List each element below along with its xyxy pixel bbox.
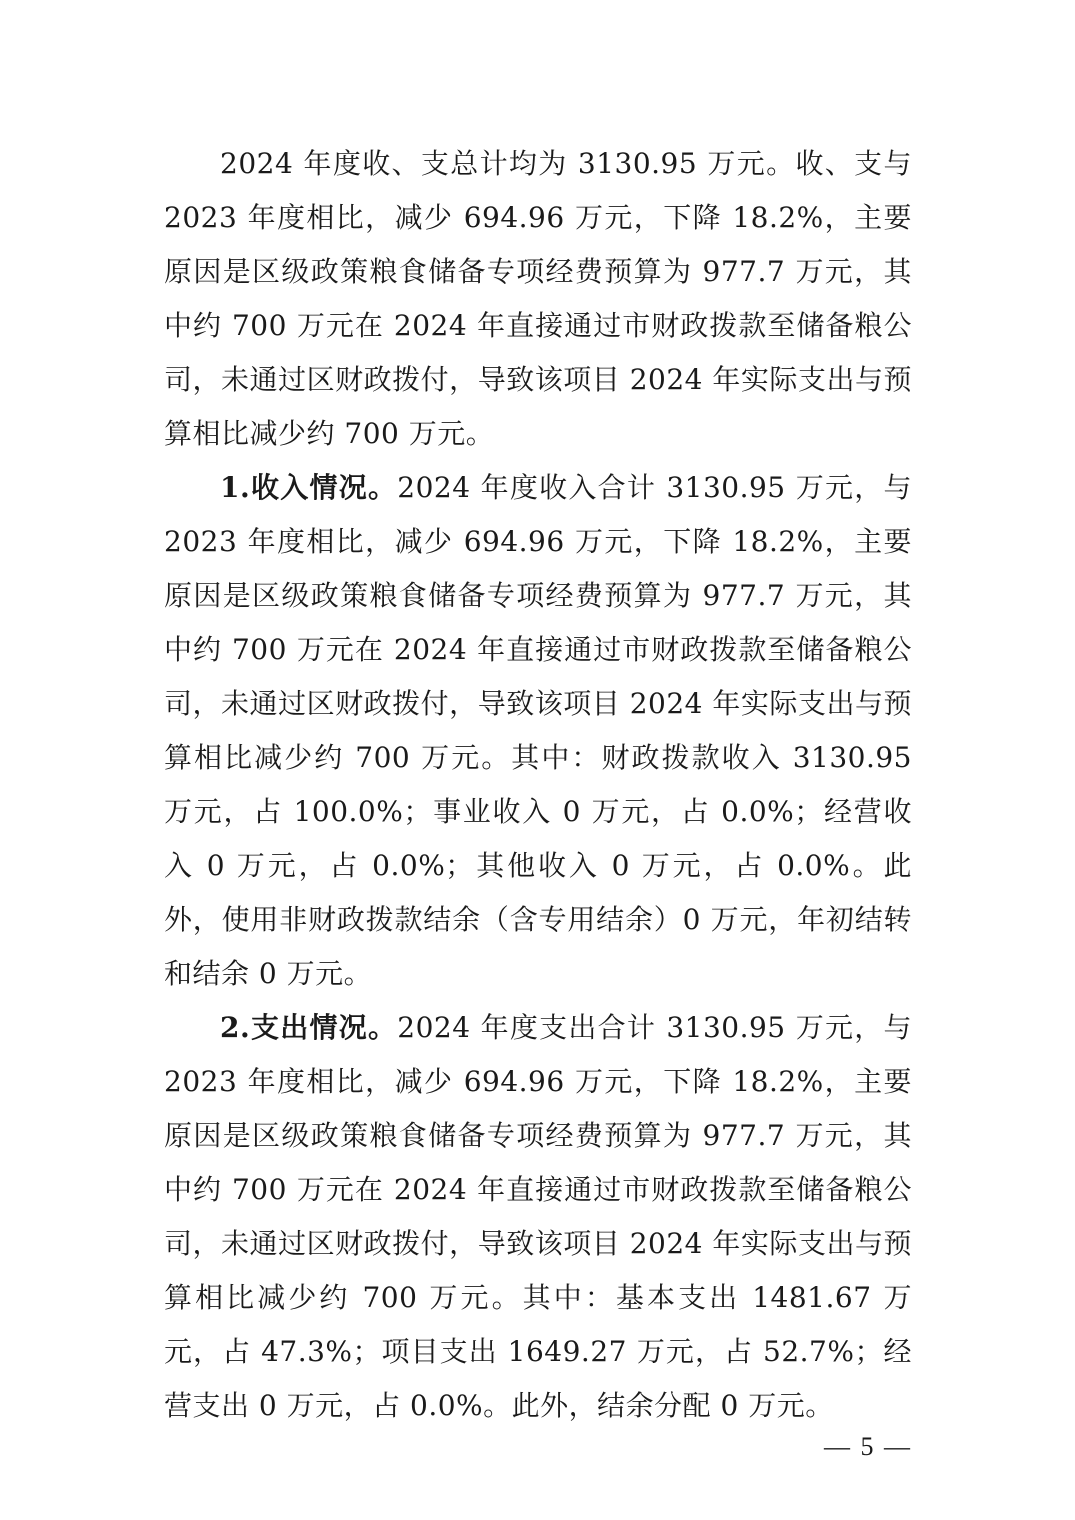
expenditure-heading: 2.支出情况。 xyxy=(220,1011,398,1044)
expenditure-text: 2024 年度支出合计 3130.95 万元，与 2023 年度相比，减少 694.96 万元，下降 18.2%，主要原因是区级政策粮食储备专项经费预算为 977.7 万元，其中约 700 万元在 2024 年直接通过市财政拨款至储备粮公司，未通过区财政拨付，导致该项目 2024 年实际支出与预算相比减少约 700 万元。其中：基本支出 1481.67 万元，占 47.3%；项目支出 1649.27 万元，占 52.7%；经营支出 0 万元，占 0.0%。此外，结余分配 0 万元。 xyxy=(164,1011,913,1422)
body-text xyxy=(164,137,912,1433)
income-heading: 1.收入情况。 xyxy=(220,471,398,504)
paragraph-summary-text: 2024 年度收、支总计均为 3130.95 万元。收、支与 2023 年度相比，减少 694.96 万元，下降 18.2%，主要原因是区级政策粮食储备专项经费预算为 977.7 万元，其中约 700 万元在 2024 年直接通过市财政拨款至储备粮公司，未通过区财政拨付，导致该项目 2024 年实际支出与预算相比减少约 700 万元。 xyxy=(164,147,912,450)
paragraph-income xyxy=(164,461,912,1001)
page-number: — 5 — xyxy=(824,1432,912,1461)
paragraph-expenditure xyxy=(164,1001,912,1433)
paragraph-summary xyxy=(164,137,912,461)
income-text: 2024 年度收入合计 3130.95 万元，与 2023 年度相比，减少 694.96 万元，下降 18.2%，主要原因是区级政策粮食储备专项经费预算为 977.7 万元，其中约 700 万元在 2024 年直接通过市财政拨款至储备粮公司，未通过区财政拨付，导致该项目 2024 年实际支出与预算相比减少约 700 万元。其中：财政拨款收入 3130.95 万元，占 100.0%；事业收入 0 万元，占 0.0%；经营收入 0 万元，占 0.0%；其他收入 0 万元，占 0.0%。此外，使用非财政拨款结余（含专用结余）0 万元，年初结转和结余 0 万元。 xyxy=(164,471,913,990)
